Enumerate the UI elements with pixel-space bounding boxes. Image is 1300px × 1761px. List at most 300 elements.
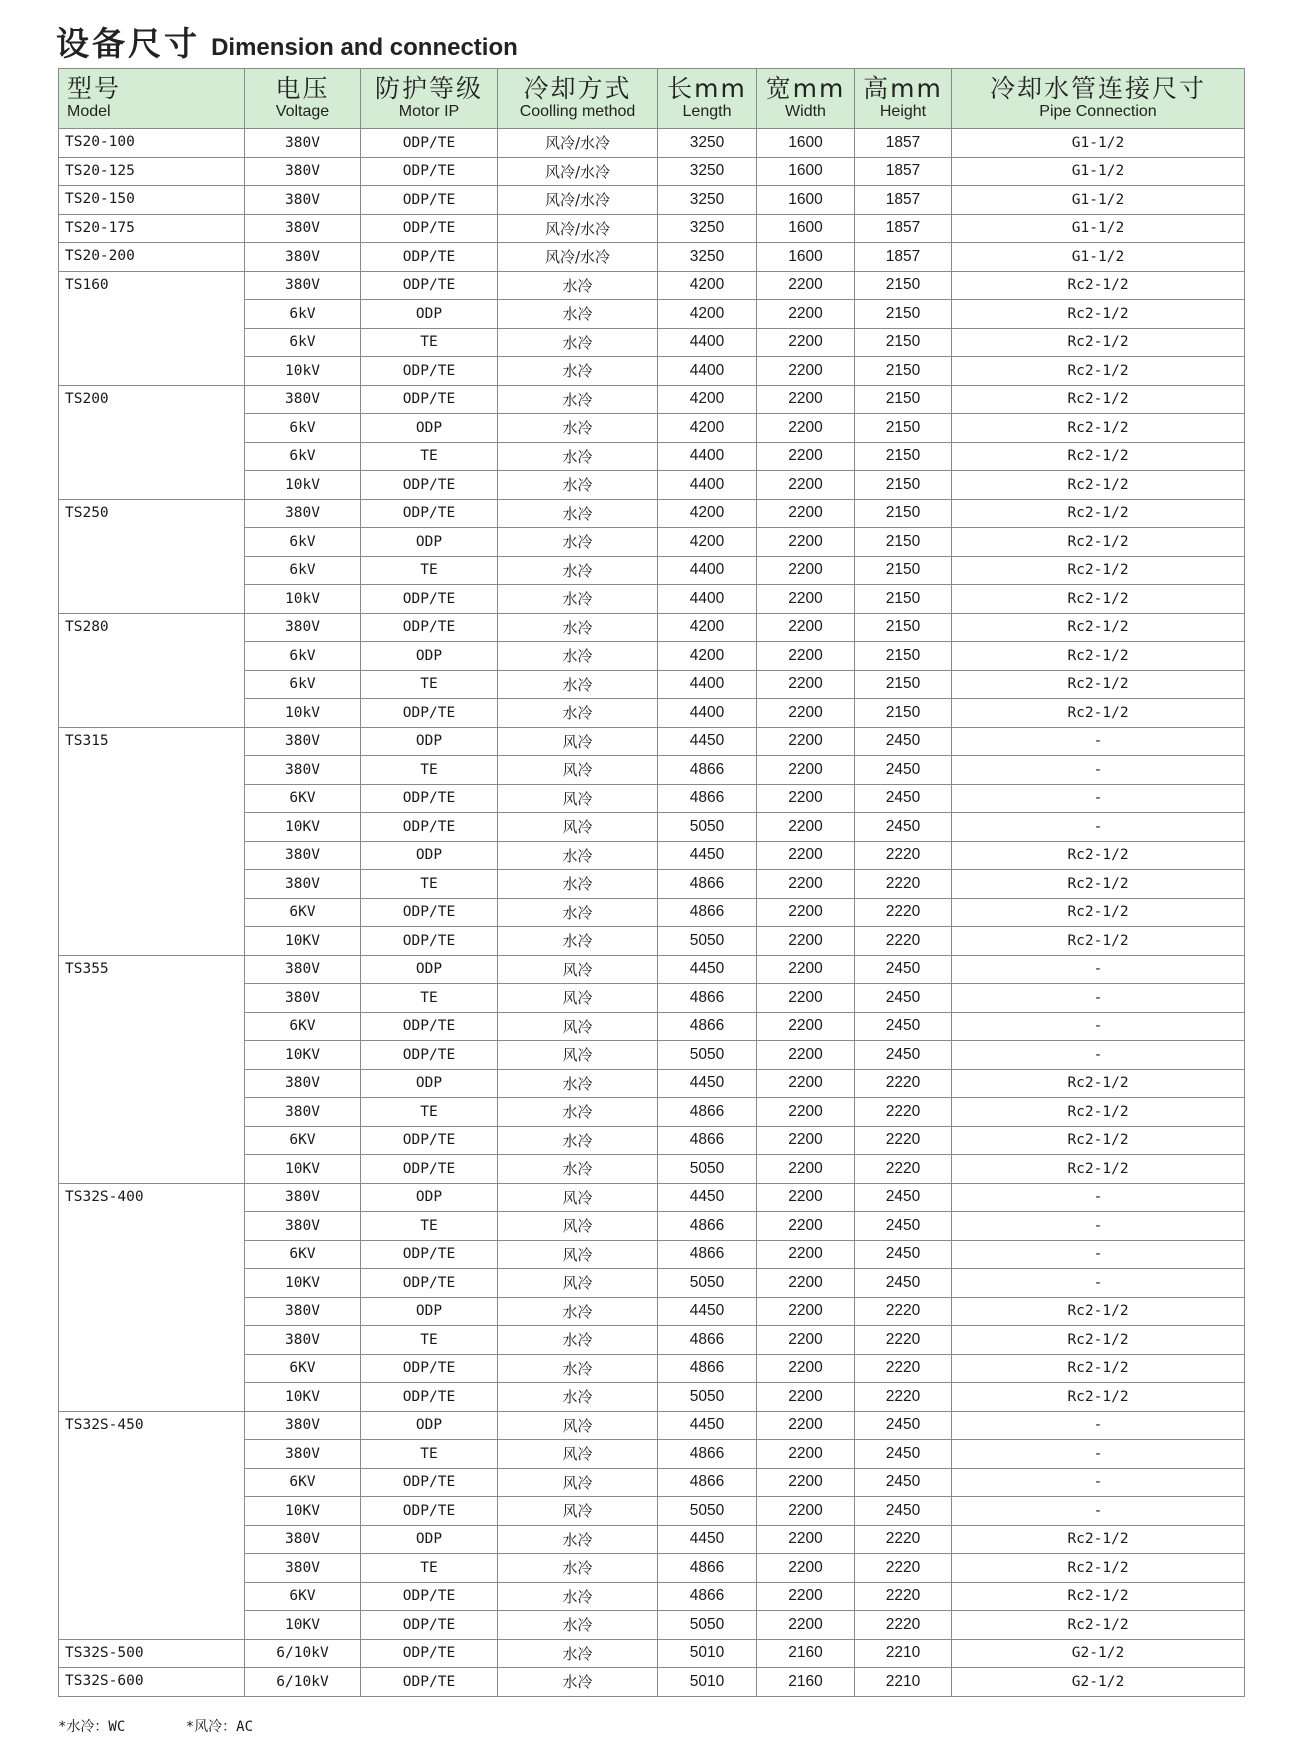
motor-ip-cell: ODP/TE [361, 898, 498, 927]
height-cell: 1857 [855, 157, 952, 186]
width-cell: 2200 [757, 699, 855, 728]
voltage-cell: 6/10kV [245, 1668, 361, 1697]
height-cell: 2150 [855, 699, 952, 728]
voltage-cell: 10KV [245, 1497, 361, 1526]
voltage-cell: 10kV [245, 699, 361, 728]
height-cell: 2150 [855, 385, 952, 414]
motor-ip-cell: ODP/TE [361, 699, 498, 728]
voltage-cell: 6KV [245, 1582, 361, 1611]
length-cell: 5050 [658, 1269, 757, 1298]
height-cell: 2450 [855, 955, 952, 984]
pipe-connection-cell: Rc2-1/2 [952, 385, 1245, 414]
header-en: Pipe Connection [1039, 103, 1157, 121]
motor-ip-cell: ODP/TE [361, 271, 498, 300]
voltage-cell: 6kV [245, 556, 361, 585]
height-cell: 2450 [855, 984, 952, 1013]
length-cell: 4866 [658, 1554, 757, 1583]
length-cell: 5050 [658, 813, 757, 842]
header-en: Motor IP [398, 103, 460, 121]
height-cell: 2150 [855, 670, 952, 699]
length-cell: 3250 [658, 186, 757, 215]
motor-ip-cell: ODP [361, 642, 498, 671]
height-cell: 2150 [855, 471, 952, 500]
length-cell: 4866 [658, 1440, 757, 1469]
height-cell: 1857 [855, 243, 952, 272]
length-cell: 4866 [658, 1012, 757, 1041]
pipe-connection-cell: Rc2-1/2 [952, 556, 1245, 585]
motor-ip-cell: TE [361, 1098, 498, 1127]
height-cell: 2450 [855, 1269, 952, 1298]
cooling-cell: 风冷 [498, 1012, 658, 1041]
width-cell: 2200 [757, 870, 855, 899]
width-cell: 2200 [757, 528, 855, 557]
length-cell: 4200 [658, 613, 757, 642]
header-cn: 冷却方式 [523, 73, 632, 103]
length-cell: 4400 [658, 699, 757, 728]
motor-ip-cell: ODP/TE [361, 813, 498, 842]
width-cell: 2200 [757, 1069, 855, 1098]
footnote [58, 1716, 253, 1736]
height-cell: 2150 [855, 613, 952, 642]
width-cell: 2160 [757, 1668, 855, 1697]
width-cell: 1600 [757, 214, 855, 243]
table-row [59, 157, 1245, 186]
motor-ip-cell: ODP/TE [361, 157, 498, 186]
voltage-cell: 380V [245, 271, 361, 300]
width-cell: 2200 [757, 1525, 855, 1554]
length-cell: 5050 [658, 1383, 757, 1412]
pipe-connection-cell: Rc2-1/2 [952, 898, 1245, 927]
motor-ip-cell: ODP/TE [361, 1126, 498, 1155]
cooling-cell: 风冷 [498, 784, 658, 813]
voltage-cell: 10KV [245, 1269, 361, 1298]
cooling-cell: 水冷 [498, 1354, 658, 1383]
motor-ip-cell: TE [361, 670, 498, 699]
length-cell: 4866 [658, 1468, 757, 1497]
length-cell: 4400 [658, 585, 757, 614]
length-cell: 4866 [658, 870, 757, 899]
header-cn: 型号 [67, 73, 122, 103]
width-cell: 2200 [757, 727, 855, 756]
cooling-cell: 水冷 [498, 670, 658, 699]
voltage-cell: 380V [245, 984, 361, 1013]
cooling-cell: 水冷 [498, 1525, 658, 1554]
motor-ip-cell: ODP/TE [361, 129, 498, 158]
cooling-cell: 风冷/水冷 [498, 186, 658, 215]
width-cell: 2200 [757, 1497, 855, 1526]
table-row [59, 499, 1245, 528]
height-cell: 2220 [855, 1098, 952, 1127]
model-cell: TS32S-500 [59, 1639, 245, 1668]
voltage-cell: 380V [245, 870, 361, 899]
cooling-cell: 风冷/水冷 [498, 243, 658, 272]
pipe-connection-cell: Rc2-1/2 [952, 1383, 1245, 1412]
width-cell: 2160 [757, 1639, 855, 1668]
table-row [59, 1183, 1245, 1212]
model-cell: TS20-150 [59, 186, 245, 215]
cooling-cell: 风冷 [498, 984, 658, 1013]
voltage-cell: 380V [245, 841, 361, 870]
length-cell: 4200 [658, 300, 757, 329]
length-cell: 4400 [658, 328, 757, 357]
cooling-cell: 水冷 [498, 699, 658, 728]
width-cell: 2200 [757, 784, 855, 813]
height-cell: 2220 [855, 1354, 952, 1383]
voltage-cell: 380V [245, 756, 361, 785]
header-voltage [245, 69, 361, 129]
height-cell: 2450 [855, 784, 952, 813]
motor-ip-cell: ODP [361, 1183, 498, 1212]
length-cell: 4866 [658, 1098, 757, 1127]
length-cell: 3250 [658, 243, 757, 272]
title-chinese: 设备尺寸 [56, 24, 200, 63]
width-cell: 2200 [757, 1326, 855, 1355]
cooling-cell: 水冷 [498, 328, 658, 357]
voltage-cell: 380V [245, 1525, 361, 1554]
motor-ip-cell: ODP/TE [361, 214, 498, 243]
length-cell: 5050 [658, 1497, 757, 1526]
height-cell: 1857 [855, 214, 952, 243]
pipe-connection-cell: Rc2-1/2 [952, 528, 1245, 557]
pipe-connection-cell: Rc2-1/2 [952, 328, 1245, 357]
motor-ip-cell: TE [361, 1440, 498, 1469]
voltage-cell: 6kV [245, 528, 361, 557]
cooling-cell: 风冷 [498, 1411, 658, 1440]
height-cell: 2450 [855, 1012, 952, 1041]
pipe-connection-cell: - [952, 1411, 1245, 1440]
motor-ip-cell: ODP/TE [361, 186, 498, 215]
pipe-connection-cell: Rc2-1/2 [952, 1525, 1245, 1554]
voltage-cell: 380V [245, 186, 361, 215]
cooling-cell: 水冷 [498, 898, 658, 927]
width-cell: 2200 [757, 1611, 855, 1640]
motor-ip-cell: ODP/TE [361, 357, 498, 386]
height-cell: 2450 [855, 1497, 952, 1526]
length-cell: 4866 [658, 898, 757, 927]
motor-ip-cell: ODP/TE [361, 1497, 498, 1526]
motor-ip-cell: ODP/TE [361, 1639, 498, 1668]
motor-ip-cell: ODP/TE [361, 1240, 498, 1269]
voltage-cell: 380V [245, 1212, 361, 1241]
cooling-cell: 水冷 [498, 471, 658, 500]
cooling-cell: 风冷/水冷 [498, 157, 658, 186]
pipe-connection-cell: Rc2-1/2 [952, 357, 1245, 386]
pipe-connection-cell: Rc2-1/2 [952, 499, 1245, 528]
width-cell: 2200 [757, 1411, 855, 1440]
length-cell: 4200 [658, 528, 757, 557]
voltage-cell: 380V [245, 727, 361, 756]
cooling-cell: 水冷 [498, 1639, 658, 1668]
pipe-connection-cell: Rc2-1/2 [952, 613, 1245, 642]
pipe-connection-cell: - [952, 813, 1245, 842]
cooling-cell: 风冷 [498, 1497, 658, 1526]
motor-ip-cell: ODP/TE [361, 499, 498, 528]
length-cell: 4450 [658, 955, 757, 984]
pipe-connection-cell: - [952, 955, 1245, 984]
header-length [658, 69, 757, 129]
width-cell: 2200 [757, 1098, 855, 1127]
voltage-cell: 10kV [245, 585, 361, 614]
length-cell: 5010 [658, 1668, 757, 1697]
footnote-water-cooling: *水冷：WC [58, 1719, 126, 1735]
cooling-cell: 风冷 [498, 756, 658, 785]
width-cell: 2200 [757, 1468, 855, 1497]
motor-ip-cell: ODP/TE [361, 1269, 498, 1298]
cooling-cell: 水冷 [498, 870, 658, 899]
header-model [59, 69, 245, 129]
width-cell: 2200 [757, 898, 855, 927]
width-cell: 1600 [757, 243, 855, 272]
voltage-cell: 380V [245, 1297, 361, 1326]
voltage-cell: 10KV [245, 927, 361, 956]
height-cell: 2150 [855, 414, 952, 443]
cooling-cell: 水冷 [498, 642, 658, 671]
length-cell: 4200 [658, 414, 757, 443]
width-cell: 2200 [757, 984, 855, 1013]
height-cell: 2220 [855, 1383, 952, 1412]
height-cell: 2150 [855, 328, 952, 357]
length-cell: 5050 [658, 1611, 757, 1640]
length-cell: 3250 [658, 214, 757, 243]
motor-ip-cell: ODP/TE [361, 471, 498, 500]
pipe-connection-cell: - [952, 984, 1245, 1013]
cooling-cell: 水冷 [498, 613, 658, 642]
length-cell: 5050 [658, 1155, 757, 1184]
dimension-table [58, 68, 1245, 1697]
cooling-cell: 水冷 [498, 585, 658, 614]
table-row [59, 385, 1245, 414]
voltage-cell: 10KV [245, 1155, 361, 1184]
width-cell: 2200 [757, 1155, 855, 1184]
header-en: Length [682, 103, 732, 121]
height-cell: 2450 [855, 1183, 952, 1212]
voltage-cell: 380V [245, 1326, 361, 1355]
cooling-cell: 水冷 [498, 1069, 658, 1098]
length-cell: 4866 [658, 756, 757, 785]
length-cell: 4866 [658, 1582, 757, 1611]
cooling-cell: 水冷 [498, 1668, 658, 1697]
motor-ip-cell: TE [361, 984, 498, 1013]
motor-ip-cell: ODP/TE [361, 1012, 498, 1041]
pipe-connection-cell: Rc2-1/2 [952, 870, 1245, 899]
motor-ip-cell: ODP/TE [361, 1611, 498, 1640]
voltage-cell: 380V [245, 129, 361, 158]
pipe-connection-cell: - [952, 1269, 1245, 1298]
voltage-cell: 10kV [245, 471, 361, 500]
header-cn: 长mm [667, 73, 747, 103]
motor-ip-cell: ODP/TE [361, 1582, 498, 1611]
voltage-cell: 6kV [245, 670, 361, 699]
header-cooling-method [498, 69, 658, 129]
length-cell: 5050 [658, 1041, 757, 1070]
pipe-connection-cell: Rc2-1/2 [952, 1554, 1245, 1583]
motor-ip-cell: ODP [361, 955, 498, 984]
length-cell: 4866 [658, 1126, 757, 1155]
height-cell: 2150 [855, 528, 952, 557]
voltage-cell: 6KV [245, 1240, 361, 1269]
length-cell: 4866 [658, 1212, 757, 1241]
voltage-cell: 10KV [245, 1383, 361, 1412]
height-cell: 2150 [855, 300, 952, 329]
voltage-cell: 380V [245, 385, 361, 414]
motor-ip-cell: ODP/TE [361, 1041, 498, 1070]
cooling-cell: 水冷 [498, 1326, 658, 1355]
motor-ip-cell: ODP/TE [361, 613, 498, 642]
height-cell: 2210 [855, 1639, 952, 1668]
table-row [59, 1411, 1245, 1440]
height-cell: 2450 [855, 756, 952, 785]
motor-ip-cell: ODP/TE [361, 585, 498, 614]
cooling-cell: 风冷 [498, 727, 658, 756]
width-cell: 2200 [757, 642, 855, 671]
cooling-cell: 水冷 [498, 1297, 658, 1326]
height-cell: 2220 [855, 898, 952, 927]
pipe-connection-cell: Rc2-1/2 [952, 300, 1245, 329]
height-cell: 1857 [855, 186, 952, 215]
cooling-cell: 风冷 [498, 1041, 658, 1070]
height-cell: 2450 [855, 1440, 952, 1469]
cooling-cell: 水冷 [498, 1155, 658, 1184]
width-cell: 2200 [757, 271, 855, 300]
pipe-connection-cell: Rc2-1/2 [952, 1582, 1245, 1611]
model-cell: TS315 [59, 727, 245, 955]
cooling-cell: 风冷 [498, 1468, 658, 1497]
length-cell: 4450 [658, 1069, 757, 1098]
pipe-connection-cell: G2-1/2 [952, 1668, 1245, 1697]
width-cell: 2200 [757, 1183, 855, 1212]
width-cell: 2200 [757, 1126, 855, 1155]
motor-ip-cell: TE [361, 756, 498, 785]
voltage-cell: 380V [245, 955, 361, 984]
cooling-cell: 风冷 [498, 813, 658, 842]
header-cn: 高mm [863, 73, 943, 103]
model-cell: TS20-100 [59, 129, 245, 158]
height-cell: 2450 [855, 813, 952, 842]
table-row [59, 129, 1245, 158]
pipe-connection-cell: Rc2-1/2 [952, 414, 1245, 443]
table-row [59, 1639, 1245, 1668]
pipe-connection-cell: Rc2-1/2 [952, 1326, 1245, 1355]
width-cell: 2200 [757, 442, 855, 471]
height-cell: 2150 [855, 642, 952, 671]
width-cell: 2200 [757, 357, 855, 386]
width-cell: 2200 [757, 927, 855, 956]
length-cell: 4450 [658, 1183, 757, 1212]
motor-ip-cell: TE [361, 1212, 498, 1241]
header-en: Coolling method [519, 103, 636, 121]
height-cell: 2450 [855, 727, 952, 756]
header-en: Voltage [275, 103, 330, 121]
model-cell: TS32S-400 [59, 1183, 245, 1411]
motor-ip-cell: ODP [361, 528, 498, 557]
voltage-cell: 380V [245, 1554, 361, 1583]
cooling-cell: 水冷 [498, 414, 658, 443]
header-en: Height [879, 103, 927, 121]
voltage-cell: 10KV [245, 1041, 361, 1070]
pipe-connection-cell: Rc2-1/2 [952, 271, 1245, 300]
length-cell: 3250 [658, 129, 757, 158]
height-cell: 2150 [855, 585, 952, 614]
width-cell: 2200 [757, 328, 855, 357]
pipe-connection-cell: - [952, 1183, 1245, 1212]
motor-ip-cell: ODP [361, 1297, 498, 1326]
header-en: Width [785, 103, 826, 121]
cooling-cell: 风冷/水冷 [498, 214, 658, 243]
pipe-connection-cell: G1-1/2 [952, 129, 1245, 158]
length-cell: 4200 [658, 271, 757, 300]
height-cell: 1857 [855, 129, 952, 158]
voltage-cell: 6KV [245, 898, 361, 927]
motor-ip-cell: TE [361, 328, 498, 357]
pipe-connection-cell: - [952, 1440, 1245, 1469]
motor-ip-cell: ODP/TE [361, 1468, 498, 1497]
height-cell: 2450 [855, 1212, 952, 1241]
motor-ip-cell: TE [361, 1554, 498, 1583]
voltage-cell: 6kV [245, 328, 361, 357]
pipe-connection-cell: G1-1/2 [952, 157, 1245, 186]
voltage-cell: 380V [245, 613, 361, 642]
width-cell: 1600 [757, 129, 855, 158]
length-cell: 4200 [658, 642, 757, 671]
header-en: Model [67, 103, 111, 121]
cooling-cell: 水冷 [498, 300, 658, 329]
voltage-cell: 6kV [245, 442, 361, 471]
cooling-cell: 水冷 [498, 357, 658, 386]
width-cell: 2200 [757, 1212, 855, 1241]
pipe-connection-cell: Rc2-1/2 [952, 841, 1245, 870]
motor-ip-cell: ODP/TE [361, 1155, 498, 1184]
table-header-row [59, 69, 1245, 129]
width-cell: 2200 [757, 1012, 855, 1041]
cooling-cell: 水冷 [498, 1126, 658, 1155]
model-cell: TS280 [59, 613, 245, 727]
voltage-cell: 6kV [245, 414, 361, 443]
voltage-cell: 380V [245, 243, 361, 272]
pipe-connection-cell: Rc2-1/2 [952, 442, 1245, 471]
cooling-cell: 风冷 [498, 1183, 658, 1212]
pipe-connection-cell: Rc2-1/2 [952, 927, 1245, 956]
length-cell: 3250 [658, 157, 757, 186]
width-cell: 2200 [757, 471, 855, 500]
voltage-cell: 380V [245, 1098, 361, 1127]
height-cell: 2220 [855, 1069, 952, 1098]
motor-ip-cell: TE [361, 556, 498, 585]
voltage-cell: 6KV [245, 1012, 361, 1041]
height-cell: 2220 [855, 1326, 952, 1355]
cooling-cell: 水冷 [498, 528, 658, 557]
voltage-cell: 380V [245, 1411, 361, 1440]
pipe-connection-cell: Rc2-1/2 [952, 1069, 1245, 1098]
height-cell: 2150 [855, 271, 952, 300]
height-cell: 2220 [855, 870, 952, 899]
length-cell: 4200 [658, 499, 757, 528]
pipe-connection-cell: Rc2-1/2 [952, 1297, 1245, 1326]
cooling-cell: 水冷 [498, 1098, 658, 1127]
motor-ip-cell: ODP/TE [361, 385, 498, 414]
header-cn: 电压 [275, 73, 330, 103]
cooling-cell: 水冷 [498, 1383, 658, 1412]
height-cell: 2210 [855, 1668, 952, 1697]
width-cell: 2200 [757, 1041, 855, 1070]
width-cell: 2200 [757, 1383, 855, 1412]
cooling-cell: 风冷 [498, 1212, 658, 1241]
width-cell: 2200 [757, 1554, 855, 1583]
model-cell: TS20-200 [59, 243, 245, 272]
table-row [59, 955, 1245, 984]
height-cell: 2220 [855, 1582, 952, 1611]
length-cell: 4400 [658, 670, 757, 699]
pipe-connection-cell: Rc2-1/2 [952, 699, 1245, 728]
